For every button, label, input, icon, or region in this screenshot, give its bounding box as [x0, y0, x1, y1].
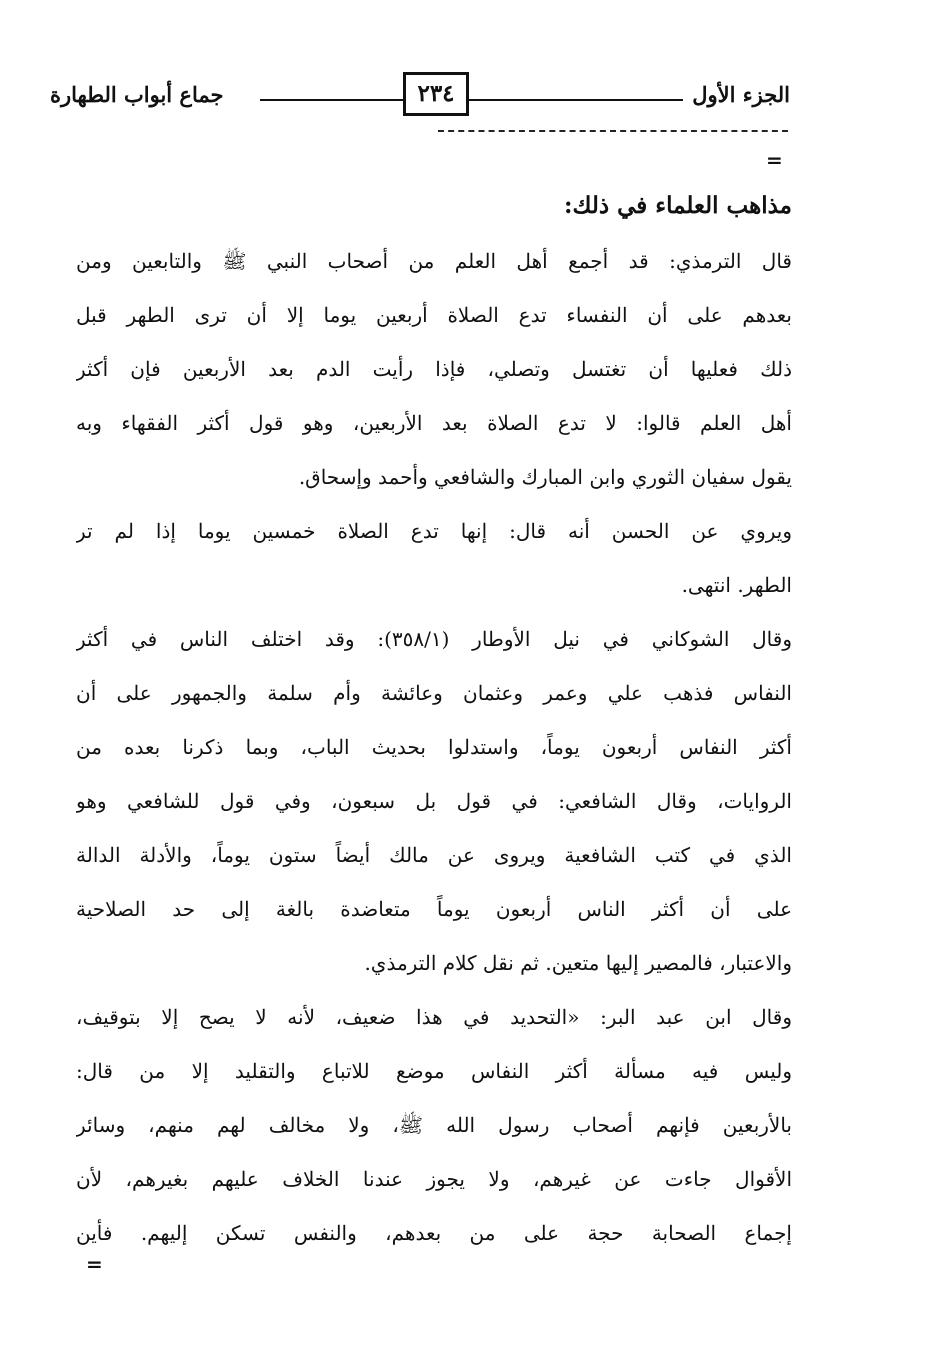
running-header	[50, 72, 790, 124]
text-line: والاعتبار، فالمصير إليها متعين. ثم نقل كلام الترمذي.	[364, 951, 792, 975]
paragraph-tirmidhi	[76, 234, 792, 504]
paragraph-ibn-abd-al-barr	[76, 990, 792, 1260]
text-line: الأقوال جاءت عن غيرهم، ولا يجوز عندنا الخلاف عليهم بغيرهم، لأن	[76, 1167, 792, 1191]
section-heading: مذاهب العلماء في ذلك:	[563, 192, 792, 219]
text-line: ويروي عن الحسن أنه قال: إنها تدع الصلاة خمسين يوما إذا لم تر	[76, 519, 792, 543]
text-line: على أن أكثر الناس أربعون يوماً متعاضدة بالغة إلى حد الصلاحية	[76, 897, 792, 921]
paragraph-shawkani	[76, 612, 792, 990]
volume-title: الجزء الأول	[692, 82, 790, 107]
text-line: وقال الشوكاني في نيل الأوطار (٣٥٨/١): وقد اختلف الناس في أكثر	[76, 627, 792, 651]
text-line: أكثر النفاس أربعون يوماً، واستدلوا بحديث الباب، وبما ذكرنا بعده من	[76, 735, 792, 759]
continuation-mark-top: =	[766, 148, 783, 172]
text-line: يقول سفيان الثوري وابن المبارك والشافعي وأحمد وإسحاق.	[298, 465, 792, 489]
page-body	[76, 178, 792, 1260]
text-line: قال الترمذي: قد أجمع أهل العلم من أصحاب النبي ﷺ والتابعين ومن	[76, 249, 792, 273]
text-line: النفاس فذهب علي وعمر وعثمان وعائشة وأم سلمة والجمهور على أن	[76, 681, 792, 705]
text-line: أهل العلم قالوا: لا تدع الصلاة بعد الأربعين، وهو قول أكثر الفقهاء وبه	[76, 411, 792, 435]
page-number: ٢٣٤	[403, 72, 469, 116]
paragraph-hasan	[76, 504, 792, 612]
text-line: وقال ابن عبد البر: «التحديد في هذا ضعيف، لأنه لا يصح إلا بتوقيف،	[76, 1005, 792, 1029]
text-line: الطهر. انتهى.	[681, 573, 792, 597]
header-rule-right	[468, 99, 683, 101]
header-dashed-divider	[438, 130, 788, 132]
text-line: إجماع الصحابة حجة على من بعدهم، والنفس تسكن إليهم. فأين	[76, 1221, 792, 1245]
text-line: الروايات، وقال الشافعي: في قول بل سبعون، وفي قول للشافعي وهو	[76, 789, 792, 813]
text-line: بعدهم على أن النفساء تدع الصلاة أربعين يوما إلا أن ترى الطهر قبل	[76, 303, 792, 327]
header-rule-left	[260, 99, 405, 101]
continuation-mark-bottom: =	[86, 1252, 103, 1276]
text-line: وليس فيه مسألة أكثر النفاس موضع للاتباع والتقليد إلا من قال:	[76, 1059, 792, 1083]
text-line: ذلك فعليها أن تغتسل وتصلي، فإذا رأيت الدم بعد الأربعين فإن أكثر	[76, 357, 792, 381]
chapter-title: جماع أبواب الطهارة	[50, 82, 224, 107]
text-line: بالأربعين فإنهم أصحاب رسول الله ﷺ، ولا مخالف لهم منهم، وسائر	[76, 1113, 792, 1137]
text-line: الذي في كتب الشافعية ويروى عن مالك أيضاً ستون يوماً، والأدلة الدالة	[76, 843, 792, 867]
